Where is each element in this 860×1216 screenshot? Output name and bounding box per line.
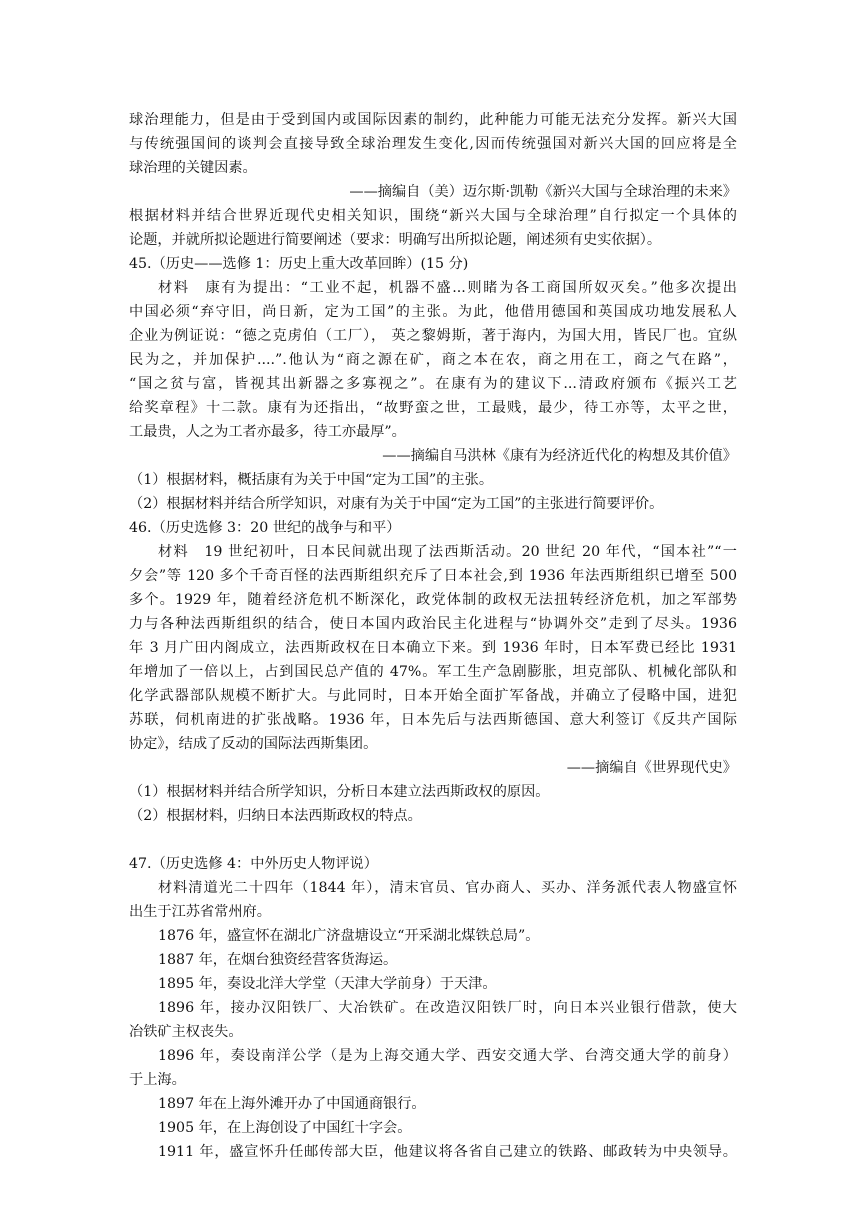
timeline-entry: 1895 年，奏设北洋大学堂（天津大学前身）于天津。 — [158, 976, 497, 992]
timeline-entry: 1896 年，接办汉阳铁厂、大冶铁矿。在改造汉阳铁厂时，向日本兴业银行借款，使大 — [158, 1000, 737, 1016]
source-citation: ——摘编自《世界现代史》 — [566, 760, 737, 776]
task-line: 根据材料并结合世界近现代史相关知识，围绕“新兴大国与全球治理”自行拟定一个具体的 — [129, 208, 737, 224]
intro-line: 球治理能力，但是由于受到国内或国际因素的制约，此种能力可能无法充分发挥。新兴大国 — [129, 112, 737, 128]
material-line: 给奖章程》十二款。康有为还指出，“故野蛮之世，工最贱，最少，待工亦等，太平之世， — [129, 400, 737, 416]
material-line: 多个。1929 年，随着经济危机不断深化，政党体制的政权无法扭转经济危机，加之军部势 — [129, 592, 737, 608]
timeline-entry-cont: 于上海。 — [129, 1072, 186, 1088]
material-line: 出生于江苏省常州府。 — [129, 904, 271, 920]
timeline-entry: 1887 年，在烟台独资经营客货海运。 — [158, 952, 398, 968]
material-line: 年 3 月广田内阁成立，法西斯政权在日本确立下来。到 1936 年时，日本军费已经比 1931 — [129, 640, 737, 656]
question-title: 45.（历史——选修 1：历史上重大改革回眸）(15 分) — [129, 256, 469, 272]
material-line: “国之贫与富，皆视其出新器之多寡视之”。在康有为的建议下...清政府颁布《振兴工艺 — [129, 376, 737, 392]
question-45 — [129, 252, 737, 516]
material-line: 年增加了一倍以上，占到国民总产值的 47%。军工生产急剧膨胀，坦克部队、机械化部队和 — [129, 664, 737, 680]
sub-question: （2）根据材料，归纳日本法西斯政权的特点。 — [129, 808, 422, 824]
material-line: 材料 19 世纪初叶，日本民间就出现了法西斯活动。20 世纪 20 年代，“国本社”“一 — [158, 544, 737, 560]
material-line: 民为之，并加保护....”.他认为“商之源在矿，商之本在农，商之用在工，商之气在路”， — [129, 352, 737, 368]
material-line: 材料 康有为提出：“工业不起，机器不盛...则睹为各工商国所奴灭矣。”他多次提出 — [158, 280, 737, 296]
material-line: 企业为例证说：“德之克虏伯（工厂）， 英之黎姆斯，著于海内，为国大用，皆民厂也。宜纵 — [129, 328, 737, 344]
timeline-entry: 1905 年，在上海创设了中国红十字会。 — [158, 1120, 412, 1136]
timeline-entry: 1911 年，盛宣怀升任邮传部大臣，他建议将各省自己建立的铁路、邮政转为中央领导。 — [158, 1144, 737, 1160]
sub-question: （2）根据材料并结合所学知识，对康有为关于中国“定为工国”的主张进行简要评价。 — [129, 496, 664, 512]
material-line: 化学武器部队规模不断扩大。与此同时，日本开始全面扩军备战，并确立了侵略中国，进犯 — [129, 688, 737, 704]
material-line: 中国必须“弃守旧，尚日新，定为工国”的主张。为此，他借用德国和英国成功地发展私人 — [129, 304, 737, 320]
source-citation: ——摘编自马洪林《康有为经济近代化的构想及其价值》 — [382, 448, 737, 464]
timeline-entry: 1876 年，盛宣怀在湖北广济盘塘设立“开采湖北煤铁总局”。 — [158, 928, 540, 944]
question-46 — [129, 516, 737, 828]
question-47 — [129, 852, 737, 1164]
sub-question: （1）根据材料并结合所学知识，分析日本建立法西斯政权的原因。 — [129, 784, 550, 800]
timeline-entry: 1897 年在上海外滩开办了中国通商银行。 — [158, 1096, 426, 1112]
material-line: 夕会”等 120 多个千奇百怪的法西斯组织充斥了日本社会,到 1936 年法西斯组织已增至 500 — [129, 568, 737, 584]
document-page — [129, 108, 737, 1164]
blank-spacer — [129, 828, 737, 852]
sub-question: （1）根据材料，概括康有为关于中国“定为工国”的主张。 — [129, 472, 494, 488]
timeline-entry: 1896 年，奏设南洋公学（是为上海交通大学、西安交通大学、台湾交通大学的前身） — [158, 1048, 737, 1064]
question-title: 47.（历史选修 4：中外历史人物评说） — [129, 856, 378, 872]
question-title: 46.（历史选修 3：20 世纪的战争与和平） — [129, 520, 401, 536]
task-line: 论题，并就所拟论题进行简要阐述（要求：明确写出所拟论题，阐述须有史实依据）。 — [129, 232, 662, 248]
material-line: 苏联，伺机南进的扩张战略。1936 年，日本先后与法西斯德国、意大利签订《反共产国际 — [129, 712, 737, 728]
material-line: 材料清道光二十四年（1844 年），清末官员、官办商人、买办、洋务派代表人物盛宣怀 — [158, 880, 737, 896]
intro-line: 与传统强国间的谈判会直接导致全球治理发生变化,因而传统强国对新兴大国的回应将是全 — [129, 136, 737, 152]
material-line: 力与各种法西斯组织的结合，使日本国内政治民主化进程与“协调外交”走到了尽头。1936 — [129, 616, 737, 632]
timeline-entry-cont: 冶铁矿主权丧失。 — [129, 1024, 243, 1040]
intro-section — [129, 108, 737, 252]
material-line: 协定》，结成了反动的国际法西斯集团。 — [129, 736, 378, 752]
source-citation: ——摘编自（美）迈尔斯·凯勒《新兴大国与全球治理的未来》 — [349, 184, 737, 200]
intro-line: 球治理的关键因素。 — [129, 160, 257, 176]
material-line: 工最贵，人之为工者亦最多，待工亦最厚”。 — [129, 424, 406, 440]
